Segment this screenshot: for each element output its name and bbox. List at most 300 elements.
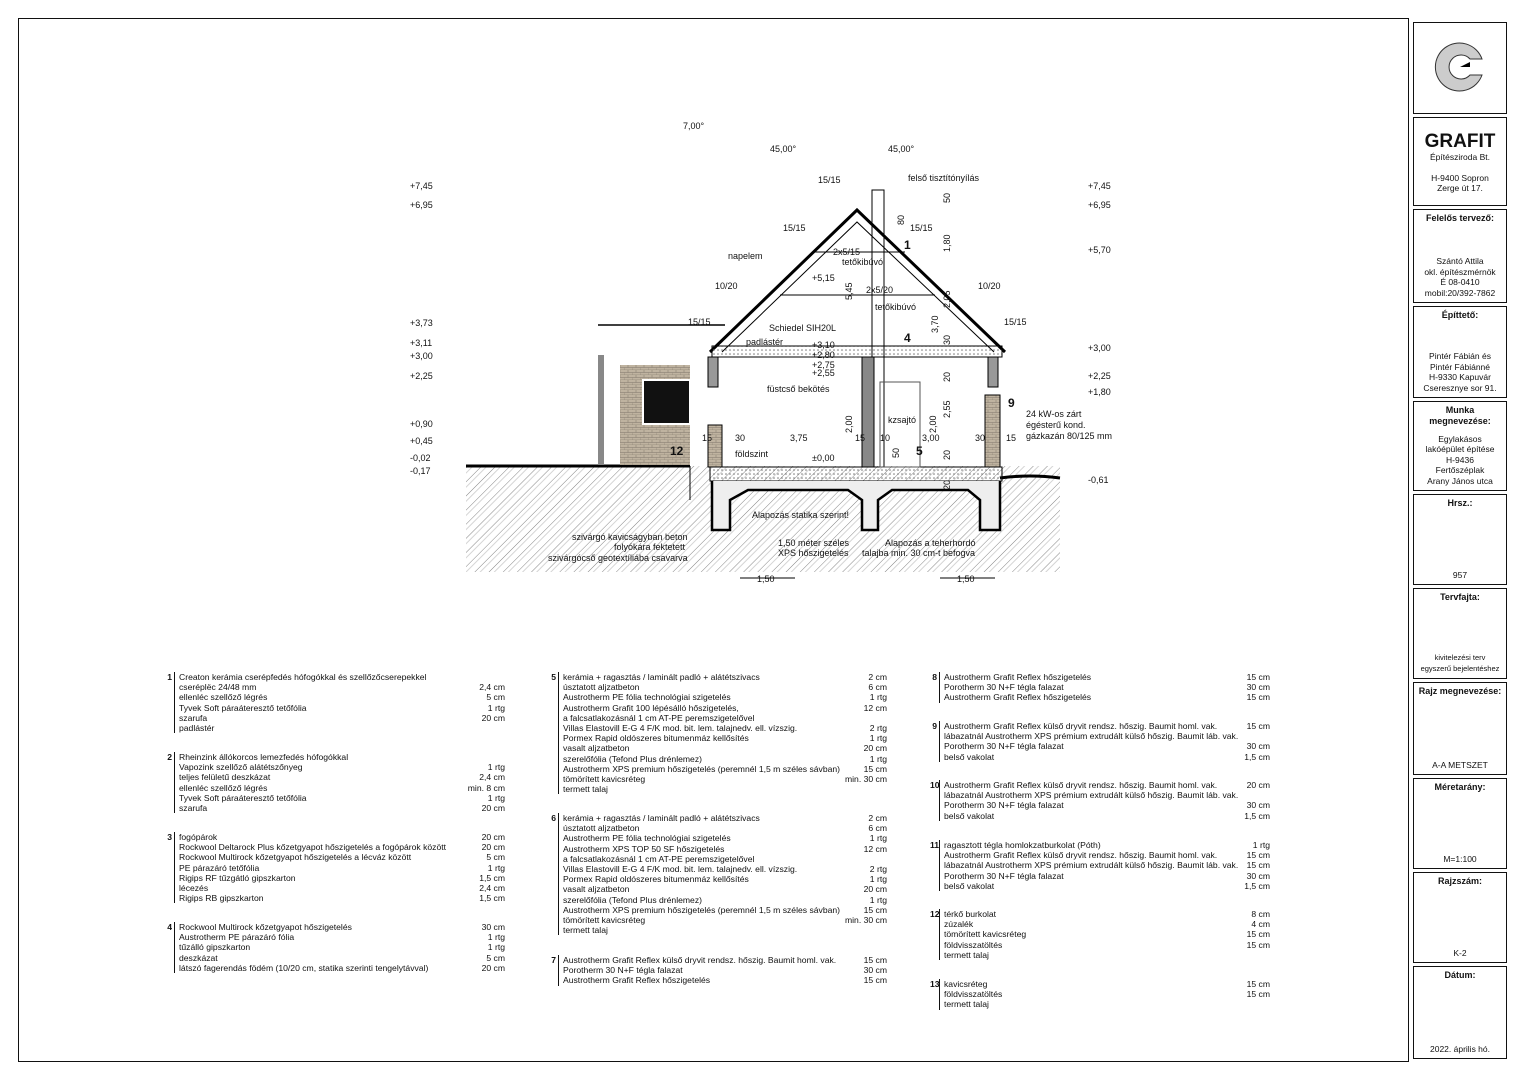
layer-description: Austrotherm PE fólia technológiai szigetelés — [563, 692, 731, 703]
designer-line: É 08-0410 — [1440, 277, 1480, 287]
layer-thickness: 20 cm — [481, 802, 505, 813]
legend-row — [549, 895, 887, 905]
dimension-v: 20 — [942, 371, 952, 382]
label-roof-hatch: tetőkibúvó — [842, 257, 884, 267]
legend-row — [165, 873, 505, 883]
level-right: +2,25 — [1088, 371, 1111, 381]
layer-thickness: 2,4 cm — [479, 882, 505, 893]
work-line: Arany János utca — [1427, 475, 1493, 486]
legend-row — [165, 672, 505, 682]
layer-description: termett talaj — [563, 925, 608, 936]
label-boiler: 24 kW-os zárt — [1026, 409, 1082, 419]
legend-row — [930, 692, 1270, 702]
level-left: -0,02 — [410, 453, 431, 463]
legend-row — [930, 682, 1270, 692]
legend-number: 1 — [165, 672, 175, 733]
legend-row — [165, 863, 505, 873]
layer-thickness: 5 cm — [486, 692, 505, 703]
dimension-v: 1,80 — [942, 234, 952, 252]
layer-description: Rockwool Multirock kőzetgyapot hőszigetelés — [179, 922, 352, 932]
layer-description: Porotherm 30 N+F tégla falazat — [563, 965, 683, 976]
layer-description: Villas Elastovill E-G 4 F/K mod. bit. lem. talajnedv. ell. vízszig. — [563, 863, 798, 874]
legend-row — [165, 883, 505, 893]
level-left: +0,45 — [410, 436, 433, 446]
legend-row — [549, 813, 887, 823]
layer-thickness: 2 rtg — [869, 722, 887, 733]
layer-thickness: 15 cm — [863, 904, 887, 915]
layer-description: teljes felületű deszkázat — [179, 772, 271, 783]
work-line: H-9436 — [1446, 454, 1474, 465]
dimension-v: 20 — [942, 479, 952, 490]
legend-row — [930, 741, 1270, 751]
layer-thickness: 15 cm — [1246, 672, 1270, 682]
company-name: GRAFIT — [1424, 131, 1496, 152]
legend-row — [930, 919, 1270, 929]
layer-description: cseréplëc 24/48 mm — [179, 682, 257, 693]
label-flue: füstcső bekötés — [767, 384, 830, 394]
designer-line: okl. építészmérnök — [1424, 266, 1496, 277]
layer-description: termett talaj — [944, 999, 989, 1010]
layer-description: Austrotherm Grafit Reflex külső dryvit rendsz. hőszig. Baumit homl. vak. — [944, 850, 1218, 861]
legend-number: 11 — [930, 840, 940, 891]
layer-description: Rigips RF tűzgátló gipszkarton — [179, 872, 296, 883]
legend-row — [165, 752, 505, 762]
dimension: 15 — [702, 433, 713, 443]
layer-description: szerelőfólia (Tefond Plus drénlemez) — [563, 894, 702, 905]
legend-row — [930, 752, 1270, 762]
layer-description: termett talaj — [563, 784, 608, 795]
layer-description: ragasztott tégla homlokzatburkolat (Póth) — [944, 840, 1101, 850]
level-inner: +5,15 — [812, 273, 835, 283]
layer-thickness: min. 30 cm — [844, 914, 887, 925]
level-right: +6,95 — [1088, 200, 1111, 210]
legend-row — [165, 723, 505, 733]
layer-description: ellenléc szellőző légrés — [179, 782, 268, 793]
layer-thickness: 20 cm — [481, 832, 505, 842]
layer-thickness: 15 cm — [1246, 979, 1270, 989]
legend-row — [549, 723, 887, 733]
timber-size: 10/20 — [715, 281, 738, 291]
level-inner: ±0,00 — [812, 453, 835, 463]
layer-description: tömörített kavicsréteg — [944, 929, 1027, 940]
legend-group — [165, 752, 505, 813]
legend-number: 8 — [930, 672, 940, 703]
work-line: Egylakásos — [1438, 433, 1482, 444]
designer-heading: Felelős tervező: — [1425, 213, 1495, 223]
date-heading: Dátum: — [1444, 970, 1476, 980]
label-chimney: Schiedel SIH20L — [769, 323, 837, 333]
layer-description: tűzálló gipszkarton — [179, 942, 251, 953]
legend-row — [930, 909, 1270, 919]
legend-row — [930, 790, 1270, 800]
level-right: +1,80 — [1088, 387, 1111, 397]
legend-row — [549, 854, 887, 864]
timber-size: 10/20 — [978, 281, 1001, 291]
layer-thickness: 30 cm — [863, 965, 887, 976]
legend-group — [930, 979, 1270, 1010]
layer-description: Austrotherm XPS premium hőszigetelés (peremnél 1,5 m széles sávban) — [563, 904, 841, 915]
layer-description: Pormex Rapid oldószeres bitumenmáz kellősítés — [563, 874, 749, 885]
legend-number: 7 — [549, 955, 559, 986]
layer-description: Austrotherm XPS premium hőszigetelés (peremnél 1,5 m széles sávban) — [563, 763, 841, 774]
timber-size: 15/15 — [910, 223, 933, 233]
legend-row — [165, 932, 505, 942]
work-line: lakóépület építése — [1425, 444, 1495, 454]
dimension-v: 2,55 — [942, 400, 952, 418]
legend-number: 13 — [930, 979, 940, 1010]
layer-description: földvisszatöltés — [944, 939, 1003, 950]
layer-description: Austrotherm XPS TOP 50 SF hőszigetelés — [563, 843, 725, 854]
roof-angle-label: 7,00° — [683, 121, 705, 131]
drawing-name-box — [1413, 682, 1507, 775]
layer-description: Porotherm 30 N+F tégla falazat — [944, 800, 1064, 811]
layer-description: Austrotherm Grafit Reflex hőszigetelés — [944, 692, 1092, 703]
dimension-v: 5,45 — [844, 282, 854, 300]
layer-thickness: 15 cm — [1246, 929, 1270, 940]
dimension-v: 50 — [891, 447, 901, 458]
level-right: +7,45 — [1088, 181, 1111, 191]
label-drain: szivárgócső geotextíliába csavarva — [548, 553, 688, 563]
legend-group — [930, 721, 1270, 762]
label-attic: padlástér — [746, 337, 784, 347]
dimension: 30 — [735, 433, 746, 443]
layer-thickness: 2,4 cm — [479, 682, 505, 693]
dimension-v: 2,00 — [928, 415, 938, 433]
drawing-name-value: A-A METSZET — [1432, 759, 1488, 770]
legend-row — [930, 860, 1270, 870]
layer-description: Austrotherm Grafit Reflex hőszigetelés — [563, 975, 711, 986]
layer-description: Austrotherm Grafit Reflex külső dryvit rendsz. hőszig. Baumit homl. vak. — [944, 721, 1218, 731]
roof-angle-label: 45,00° — [770, 144, 797, 154]
legend-row — [930, 989, 1270, 999]
legend-row — [165, 953, 505, 963]
company-address: H-9400 Sopron — [1431, 172, 1489, 183]
layer-description: zúzalék — [944, 919, 974, 930]
timber-size: 15/15 — [783, 223, 806, 233]
layer-description: vasalt aljzatbeton — [563, 743, 630, 754]
legend-row — [549, 743, 887, 753]
layer-description: belső vakolat — [944, 880, 995, 891]
layer-thickness: 2,4 cm — [479, 772, 505, 783]
legend-group — [549, 672, 887, 794]
legend-row — [165, 692, 505, 702]
layer-thickness: 1 rtg — [487, 792, 505, 803]
legend-row — [930, 940, 1270, 950]
level-left: +0,90 — [410, 419, 433, 429]
legend-row — [549, 905, 887, 915]
layer-description: kavicsréteg — [944, 979, 988, 989]
scale-heading: Méretarány: — [1434, 782, 1486, 792]
layer-thickness: 1 rtg — [869, 894, 887, 905]
layer-description: Porotherm 30 N+F tégla falazat — [944, 870, 1064, 881]
layer-description: PE párazáró tetőfólia — [179, 862, 260, 873]
layer-description: kerámia + ragasztás / laminált padló + alátétszivacs — [563, 672, 760, 682]
legend-row — [165, 832, 505, 842]
legend-group — [165, 922, 505, 973]
layer-thickness: 5 cm — [486, 952, 505, 963]
legend-row — [165, 803, 505, 813]
grafit-logo-icon — [1430, 37, 1490, 97]
layer-description: Vapozink szellőző alátétszőnyeg — [179, 762, 303, 773]
layer-thickness: 30 cm — [1246, 800, 1270, 811]
layer-description: belső vakolat — [944, 751, 995, 762]
layer-description: a falcsatlakozásnál 1 cm AT-PE peremszigetelővel — [563, 853, 755, 864]
layer-marker: 9 — [1008, 396, 1015, 410]
dimension: 15 — [1006, 433, 1017, 443]
layer-thickness: 1,5 cm — [1244, 751, 1270, 762]
layer-thickness: 15 cm — [863, 763, 887, 774]
legend-row — [549, 975, 887, 985]
legend-row — [165, 922, 505, 932]
plan-type-heading: Tervfajta: — [1440, 592, 1480, 602]
legend-row — [930, 800, 1270, 810]
layer-thickness: 6 cm — [868, 823, 887, 834]
layer-description: tömörített kavicsréteg — [563, 914, 646, 925]
timber-size: 15/15 — [1004, 317, 1027, 327]
layer-thickness: 2 cm — [868, 813, 887, 823]
legend-row — [930, 721, 1270, 731]
drawing-name-heading: Rajz megnevezése: — [1418, 686, 1502, 696]
legend-row — [549, 774, 887, 784]
legend-row — [549, 733, 887, 743]
label-xps: XPS hőszigetelés — [778, 548, 849, 558]
legend-row — [549, 713, 887, 723]
level-left: -0,17 — [410, 466, 431, 476]
layer-thickness: 1,5 cm — [1244, 880, 1270, 891]
level-right: +3,00 — [1088, 343, 1111, 353]
layer-thickness: min. 30 cm — [844, 773, 887, 784]
designer-line: mobil:20/392-7862 — [1424, 287, 1496, 298]
level-left: +7,45 — [410, 181, 433, 191]
layer-marker: 5 — [916, 444, 923, 458]
legend-number: 6 — [549, 813, 559, 935]
dimension: 3,75 — [790, 433, 808, 443]
layer-description: termett talaj — [944, 949, 989, 960]
designer-box — [1413, 209, 1507, 303]
layer-thickness: 20 cm — [481, 712, 505, 723]
layer-description: belső vakolat — [944, 810, 995, 821]
level-inner: +2,75 — [812, 360, 835, 370]
label-drain: folyókára fektetett — [614, 542, 686, 552]
layer-thickness: 15 cm — [1246, 939, 1270, 950]
layer-description: deszkázat — [179, 952, 218, 963]
date-box — [1413, 966, 1507, 1059]
layer-description: Austrotherm Grafit 100 lépésálló hőszigetelés, — [563, 702, 739, 713]
legend-row — [165, 893, 505, 903]
dimension: 1,50 — [957, 574, 975, 584]
layer-description: Austrotherm PE párazáró fólia — [179, 932, 295, 943]
label-drain: szivárgó kavicságyban beton — [572, 532, 688, 542]
layer-description: lábazatnál Austrotherm XPS prémium extrudált külső hőszig. Baumit láb. vak. — [944, 731, 1239, 742]
legend-group — [165, 672, 505, 733]
legend-row — [930, 780, 1270, 790]
client-line: Cseresznye sor 91. — [1423, 382, 1497, 393]
drawing-number-heading: Rajzszám: — [1437, 876, 1482, 886]
level-left: +2,25 — [410, 371, 433, 381]
layer-thickness: 1 rtg — [869, 753, 887, 764]
layer-thickness: 1 rtg — [869, 833, 887, 844]
layer-thickness: 30 cm — [1246, 870, 1270, 881]
annex — [598, 325, 725, 465]
layer-thickness: 20 cm — [863, 743, 887, 754]
layer-thickness: 6 cm — [868, 682, 887, 693]
layer-thickness: min. 8 cm — [467, 782, 505, 793]
legend-row — [930, 731, 1270, 741]
company-sub: Építésziroda Bt. — [1429, 152, 1490, 162]
legend-row — [549, 884, 887, 894]
layer-thickness: 1,5 cm — [479, 872, 505, 883]
layer-thickness: 1,5 cm — [479, 893, 505, 904]
dimension: 15 — [855, 433, 866, 443]
layer-description: Tyvek Soft páraáteresztő tetőfólia — [179, 792, 307, 803]
layer-thickness: 1 rtg — [487, 862, 505, 873]
layer-thickness: 20 cm — [481, 962, 505, 973]
client-box — [1413, 306, 1507, 398]
dimension-v: 20 — [942, 449, 952, 460]
legend-row — [549, 874, 887, 884]
layer-description: Porotherm 30 N+F tégla falazat — [944, 682, 1064, 693]
label-foundation: Alapozás statika szerint! — [752, 510, 850, 520]
legend-row — [930, 850, 1270, 860]
legend-group — [930, 780, 1270, 821]
company-address: Zerge út 17. — [1437, 183, 1483, 193]
layer-thickness: 15 cm — [1246, 989, 1270, 1000]
layer-description: Austrotherm Grafit Reflex külső dryvit rendsz. hőszig. Baumit homl. vak. — [944, 780, 1218, 790]
label-ground-floor: földszint — [735, 449, 769, 459]
timber-size: 2x5/15 — [833, 247, 861, 257]
layer-thickness: 2 cm — [868, 672, 887, 682]
layer-thickness: 20 cm — [1246, 780, 1270, 790]
scale-value: M=1:100 — [1443, 853, 1477, 864]
legend-row — [930, 979, 1270, 989]
layer-description: Porotherm 30 N+F tégla falazat — [944, 741, 1064, 752]
plan-type-box — [1413, 588, 1507, 679]
plan-type-line: kivitelezési terv — [1434, 653, 1486, 662]
legend-row — [930, 929, 1270, 939]
layer-thickness: 1,5 cm — [1244, 810, 1270, 821]
layer-thickness: 5 cm — [486, 852, 505, 863]
dimension: 10 — [880, 433, 891, 443]
layer-thickness: 15 cm — [1246, 692, 1270, 703]
layer-thickness: 1 rtg — [487, 942, 505, 953]
legend-row — [549, 833, 887, 843]
roof-angle-label: 45,00° — [888, 144, 915, 154]
layer-thickness: 30 cm — [481, 922, 505, 932]
hrsz-value: 957 — [1452, 569, 1468, 580]
legend-number: 10 — [930, 780, 940, 821]
layer-description: ellenléc szellőző légrés — [179, 692, 268, 703]
date-value: 2022. április hó. — [1429, 1043, 1490, 1054]
dimension: 1,50 — [757, 574, 775, 584]
layer-description: földvisszatöltés — [944, 989, 1003, 1000]
legend-row — [165, 713, 505, 723]
layer-description: vasalt aljzatbeton — [563, 884, 630, 895]
layer-thickness: 15 cm — [1246, 721, 1270, 731]
legend-row — [549, 925, 887, 935]
work-box — [1413, 401, 1507, 491]
layer-description: tömörített kavicsréteg — [563, 773, 646, 784]
layer-thickness: 30 cm — [1246, 682, 1270, 693]
layer-description: lécezés — [179, 882, 209, 893]
layer-description: a falcsatlakozásnál 1 cm AT-PE peremszigetelővel — [563, 712, 755, 723]
legend-row — [549, 703, 887, 713]
layer-thickness: 1 rtg — [869, 874, 887, 885]
layer-description: szarufa — [179, 712, 208, 723]
level-right: +5,70 — [1088, 245, 1111, 255]
layer-thickness: 1 rtg — [869, 692, 887, 703]
legend-row — [165, 942, 505, 952]
legend-row — [549, 844, 887, 854]
legend-row — [165, 783, 505, 793]
layer-thickness: 4 cm — [1251, 919, 1270, 930]
layer-marker: 12 — [670, 444, 684, 458]
designer-line: Szántó Attila — [1436, 256, 1484, 266]
legend-row — [165, 842, 505, 852]
label-napelem: napelem — [728, 251, 763, 261]
legend-row — [549, 682, 887, 692]
legend-row — [165, 762, 505, 772]
level-right: -0,61 — [1088, 475, 1109, 485]
layer-thickness: 15 cm — [1246, 850, 1270, 861]
legend-group — [930, 672, 1270, 703]
legend-row — [165, 852, 505, 862]
legend-row — [930, 811, 1270, 821]
label-xps: 1,50 méter széles — [778, 538, 850, 548]
legend-group — [930, 840, 1270, 891]
label-foundation2: Alapozás a teherhordó — [885, 538, 976, 548]
legend-row — [165, 682, 505, 692]
layer-description: lábazatnál Austrotherm XPS prémium extrudált külső hőszig. Baumit láb. vak. — [944, 860, 1239, 871]
layer-thickness: 20 cm — [863, 884, 887, 895]
legend-number: 9 — [930, 721, 940, 762]
layer-thickness: 12 cm — [863, 843, 887, 854]
dimension-v: 2,05 — [942, 290, 952, 308]
layer-description: Pormex Rapid oldószeres bitumenmáz kellősítés — [563, 733, 749, 744]
layer-thickness: 8 cm — [1251, 909, 1270, 919]
layer-thickness: 15 cm — [863, 955, 887, 965]
legend-row — [930, 871, 1270, 881]
layer-thickness: 15 cm — [863, 975, 887, 986]
layer-marker: 4 — [904, 331, 911, 345]
level-left: +3,00 — [410, 351, 433, 361]
label-foundation2: talajba min. 30 cm-t befogva — [862, 548, 976, 558]
label-boiler: gázkazán 80/125 mm — [1026, 431, 1113, 441]
legend-row — [165, 703, 505, 713]
level-inner: +2,80 — [812, 350, 835, 360]
legend-row — [549, 823, 887, 833]
label-cleanout: felső tisztítónyílás — [908, 173, 980, 183]
legend-number: 4 — [165, 922, 175, 973]
legend-row — [930, 950, 1270, 960]
layer-description: padlástér — [179, 722, 215, 733]
layer-description: térkő burkolat — [944, 909, 997, 919]
company-box — [1413, 117, 1507, 206]
legend-number: 5 — [549, 672, 559, 794]
timber-size: 2x5/20 — [866, 285, 894, 295]
legend-row — [549, 764, 887, 774]
legend-number: 2 — [165, 752, 175, 813]
layer-description: Creaton kerámia cserépfedés hófogókkal és szellőzőcserepekkel — [179, 672, 427, 682]
timber-size: 15/15 — [818, 175, 841, 185]
layer-description: kerámia + ragasztás / laminált padló + alátétszivacs — [563, 813, 760, 823]
layer-thickness: 1 rtg — [869, 733, 887, 744]
legend-number: 12 — [930, 909, 940, 960]
layer-description: szarufa — [179, 802, 208, 813]
plan-type-line: egyszerű bejelentéshez — [1420, 663, 1500, 673]
hrsz-box — [1413, 494, 1507, 585]
work-heading: Munka megnevezése: — [1429, 405, 1491, 426]
legend-number: 3 — [165, 832, 175, 903]
